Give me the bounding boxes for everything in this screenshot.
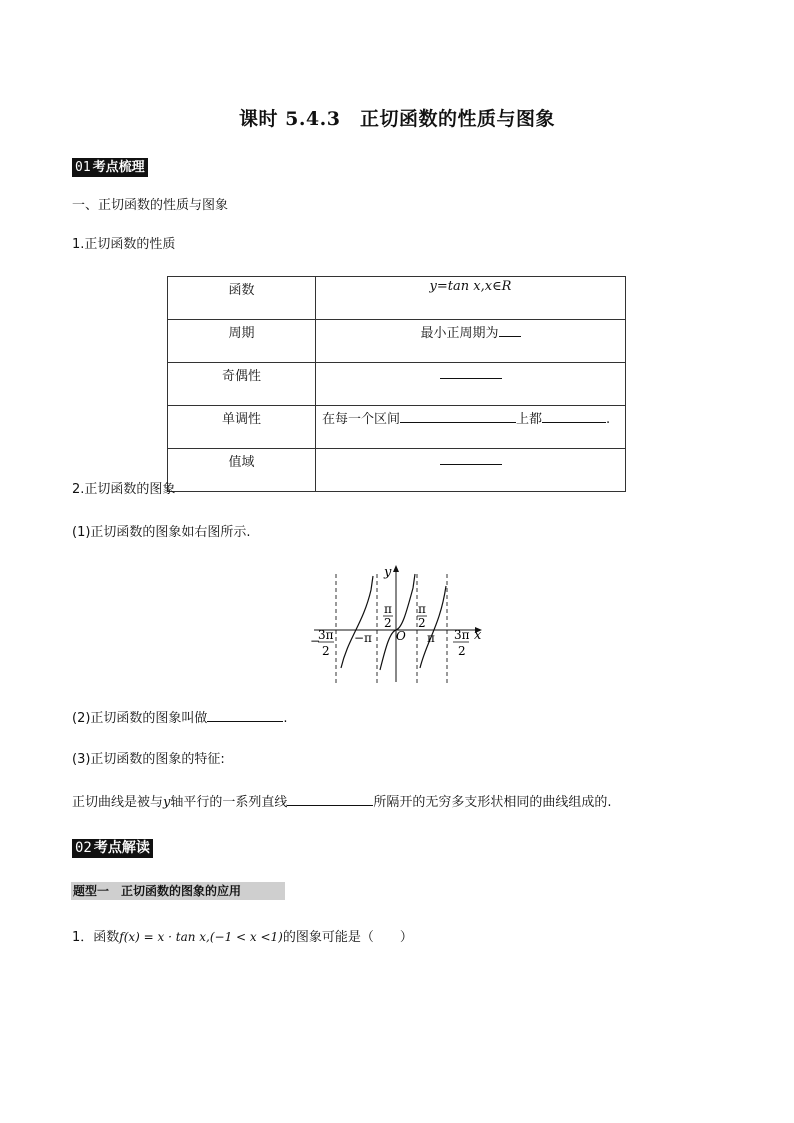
tangent-graph xyxy=(300,562,500,688)
origin-label: O xyxy=(396,629,406,643)
page-title: 课时 5.4.3 正切函数的性质与图象 xyxy=(238,108,555,130)
subheading-properties: 1.正切函数的性质 xyxy=(72,237,176,252)
table-key: 值域 xyxy=(168,449,316,492)
fill-blank xyxy=(287,792,373,806)
question-prefix: 1．函数 xyxy=(72,930,120,945)
table-key: 奇偶性 xyxy=(168,363,316,406)
monotonicity-end: . xyxy=(606,412,611,427)
tick-pi-2-numerator: π xyxy=(418,602,426,616)
tangent-branch xyxy=(341,576,373,668)
table-value-function xyxy=(316,277,626,320)
section-label: 考点梳理 xyxy=(92,160,145,175)
table-value-monotonicity xyxy=(316,406,626,449)
table-key: 单调性 xyxy=(168,406,316,449)
part-heading: 一、正切函数的性质与图象 xyxy=(72,198,229,213)
tick-pi: π xyxy=(427,631,435,645)
graph-name-line xyxy=(72,708,288,728)
graph-description: (1)正切函数的图象如右图所示. xyxy=(72,525,251,540)
fill-blank xyxy=(440,451,502,465)
tick-neg-3pi-denominator: 2 xyxy=(322,644,330,658)
table-row xyxy=(168,277,626,320)
tick-pi-2-denominator: 2 xyxy=(418,616,426,630)
table-row xyxy=(168,449,626,492)
tick-pi-2-numerator: π xyxy=(384,602,392,616)
question-type-bar: 题型一 正切函数的图象的应用 xyxy=(71,882,285,900)
section-number: 01 xyxy=(75,160,91,175)
fill-blank xyxy=(440,365,502,379)
tick-3pi-numerator: 3π xyxy=(454,628,470,642)
feature-line xyxy=(72,792,612,812)
properties-table xyxy=(167,276,626,492)
tick-neg-3pi-numerator: 3π xyxy=(318,628,334,642)
y-axis-arrow-icon xyxy=(393,565,399,572)
graph-name-end: . xyxy=(283,711,288,726)
question-suffix: 的图象可能是（ ） xyxy=(282,930,413,945)
table-key: 函数 xyxy=(168,277,316,320)
feature-prefix: 正切曲线是被与 xyxy=(72,795,164,810)
tick-pi-2-denominator: 2 xyxy=(384,616,392,630)
fill-blank xyxy=(400,409,516,423)
monotonicity-mid: 上都 xyxy=(516,412,543,427)
fill-blank xyxy=(207,708,283,722)
section-badge-2 xyxy=(72,839,153,858)
period-text: 最小正周期为 xyxy=(420,326,499,341)
graph-name-prefix: (2)正切函数的图象叫做 xyxy=(72,711,208,726)
section-number: 02 xyxy=(75,840,92,856)
x-axis-label: x xyxy=(474,628,482,643)
fill-blank xyxy=(499,323,521,337)
tick-3pi-denominator: 2 xyxy=(458,644,466,658)
table-value-parity xyxy=(316,363,626,406)
table-row xyxy=(168,406,626,449)
question-1 xyxy=(72,928,413,947)
fill-blank xyxy=(542,409,606,423)
tick-sign: − xyxy=(310,634,321,648)
function-definition: y=tan x,x∈R xyxy=(429,279,512,294)
table-row xyxy=(168,363,626,406)
table-key: 周期 xyxy=(168,320,316,363)
question-formula: f(x) = x · tan x,(−1 < x <1) xyxy=(119,930,283,944)
section-label: 考点解读 xyxy=(93,840,150,856)
y-axis-label: y xyxy=(384,565,392,580)
tick-neg-pi: −π xyxy=(354,631,372,645)
features-heading: (3)正切函数的图象的特征: xyxy=(72,752,225,767)
table-value-period xyxy=(316,320,626,363)
feature-variable: y xyxy=(163,795,171,810)
table-value-range xyxy=(316,449,626,492)
table-row xyxy=(168,320,626,363)
section-badge-1 xyxy=(72,158,148,177)
monotonicity-prefix: 在每一个区间 xyxy=(322,412,401,427)
subheading-graph: 2.正切函数的图象 xyxy=(72,482,176,497)
feature-mid: 轴平行的一系列直线 xyxy=(170,795,288,810)
feature-end: 所隔开的无穷多支形状相同的曲线组成的. xyxy=(373,795,612,810)
